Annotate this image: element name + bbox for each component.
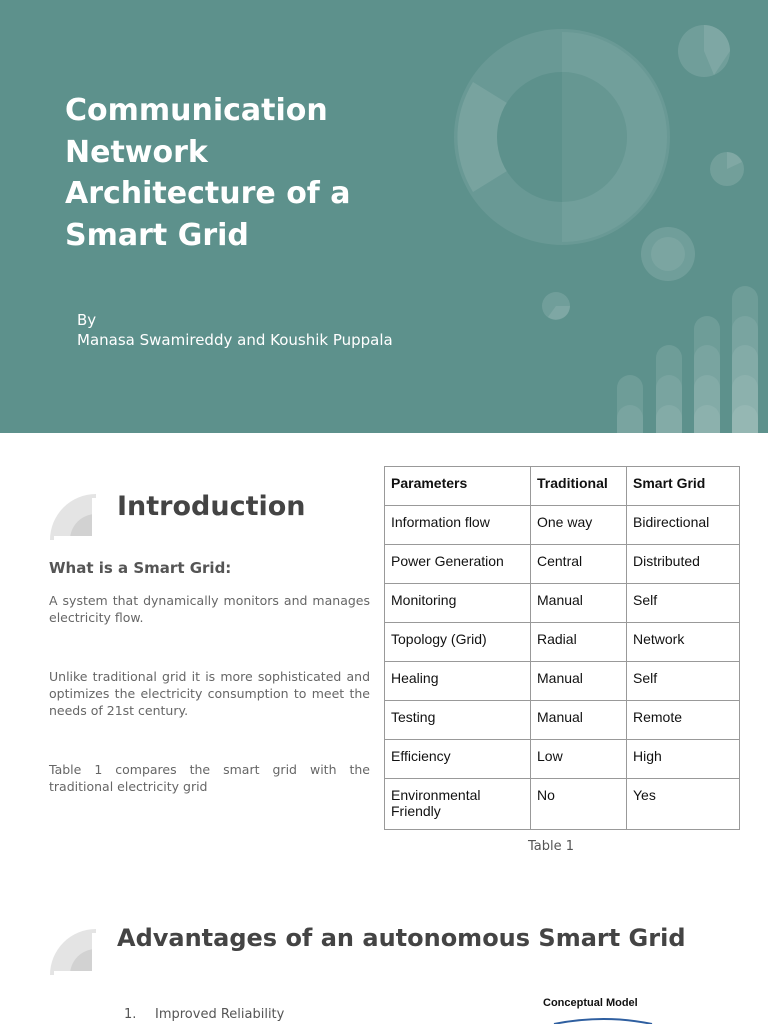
table-cell: Radial [531, 623, 627, 662]
section-quarter-circle-icon [50, 929, 96, 975]
table-row [385, 584, 740, 623]
table-cell: Information flow [385, 506, 531, 545]
table-cell: High [627, 740, 740, 779]
table-cell: Bidirectional [627, 506, 740, 545]
intro-subtitle: What is a Smart Grid: [49, 559, 232, 577]
table-cell: Testing [385, 701, 531, 740]
table-cell: Efficiency [385, 740, 531, 779]
table-row [385, 662, 740, 701]
table-header-row [385, 467, 740, 506]
table-cell: Yes [627, 779, 740, 830]
table-row [385, 545, 740, 584]
table-caption: Table 1 [528, 839, 575, 854]
table-cell: Low [531, 740, 627, 779]
intro-paragraph: A system that dynamically monitors and manages electricity flow. [49, 593, 370, 625]
advantages-heading: Advantages of an autonomous Smart Grid [117, 924, 686, 952]
title-banner [0, 0, 768, 433]
header-cell: Traditional [531, 467, 627, 506]
table-row [385, 740, 740, 779]
table-cell: Monitoring [385, 584, 531, 623]
header-cell: Parameters [385, 467, 531, 506]
table-row [385, 623, 740, 662]
table-cell: Manual [531, 662, 627, 701]
table-cell: Central [531, 545, 627, 584]
header-cell: Smart Grid [627, 467, 740, 506]
intro-heading: Introduction [117, 491, 306, 522]
comparison-table [384, 466, 740, 830]
intro-paragraph: Table 1 compares the smart grid with the traditional electricity grid [49, 762, 370, 794]
table-cell: Manual [531, 701, 627, 740]
table-cell: No [531, 779, 627, 830]
table-cell: Remote [627, 701, 740, 740]
byline [77, 310, 393, 350]
table-cell: Environmental Friendly [385, 779, 531, 830]
list-number: 1. [124, 1007, 137, 1022]
table-cell: Power Generation [385, 545, 531, 584]
figure-label: Conceptual Model [543, 997, 638, 1009]
table-row [385, 701, 740, 740]
table-cell: Healing [385, 662, 531, 701]
list-text: Improved Reliability [155, 1007, 285, 1022]
conceptual-model-diagram [540, 1012, 690, 1024]
table-cell: Topology (Grid) [385, 623, 531, 662]
table-cell: Self [627, 662, 740, 701]
table-cell: Distributed [627, 545, 740, 584]
table-cell: Network [627, 623, 740, 662]
table-cell: One way [531, 506, 627, 545]
table-cell: Self [627, 584, 740, 623]
document-title: Communication Network Architecture of a Smart Grid [65, 93, 351, 253]
list-item [124, 1007, 284, 1022]
advantages-list [124, 1007, 284, 1022]
intro-paragraph: Unlike traditional grid it is more sophisticated and optimizes the electricity consumption to meet the needs of 21st century. [49, 669, 370, 718]
by-label: By [77, 311, 97, 329]
table-cell: Manual [531, 584, 627, 623]
section-quarter-circle-icon [50, 494, 96, 540]
table-row [385, 506, 740, 545]
table-row [385, 779, 740, 830]
authors: Manasa Swamireddy and Koushik Puppala [77, 331, 393, 349]
